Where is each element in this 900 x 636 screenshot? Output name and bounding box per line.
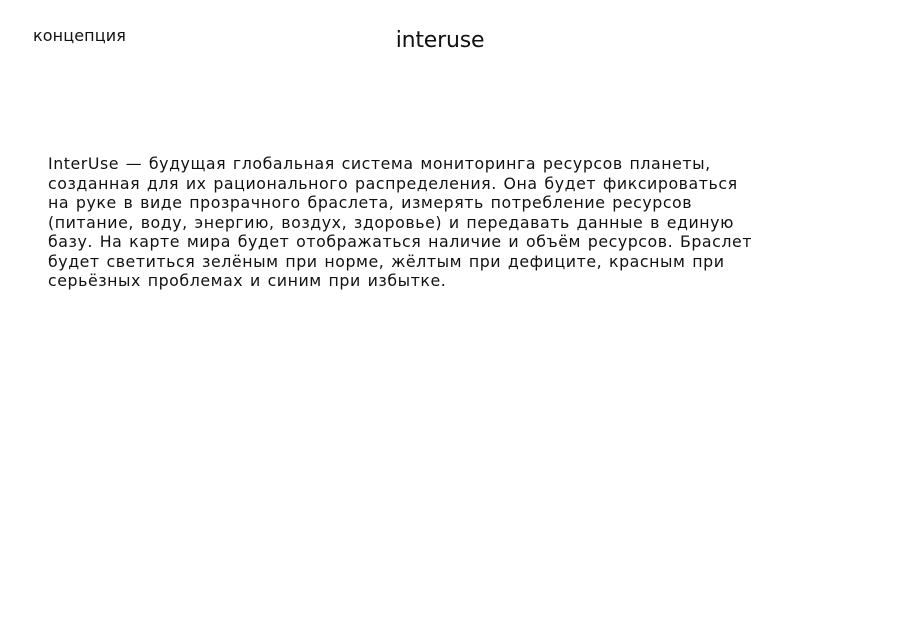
description-line: будет светиться зелёным при норме, жёлтым при дефиците, красным при — [48, 251, 725, 271]
section-label: концепция — [33, 26, 126, 45]
description-line: на руке в виде прозрачного браслета, измерять потребление ресурсов — [48, 193, 693, 212]
description-line: (питание, воду, энергию, воздух, здоровье) и передавать данные в единую — [48, 212, 734, 232]
description-line: созданная для их рационального распределения. Она будет фиксироваться — [48, 173, 738, 193]
description-line: базу. На карте мира будет отображаться наличие и объём ресурсов. Браслет — [48, 232, 753, 251]
description-line: серьёзных проблемах и синим при избытке. — [48, 271, 447, 290]
description-paragraph — [48, 154, 808, 291]
brand-title: interuse — [395, 28, 485, 53]
description-line: InterUse — будущая глобальная система мониторинга ресурсов планеты, — [48, 154, 711, 173]
